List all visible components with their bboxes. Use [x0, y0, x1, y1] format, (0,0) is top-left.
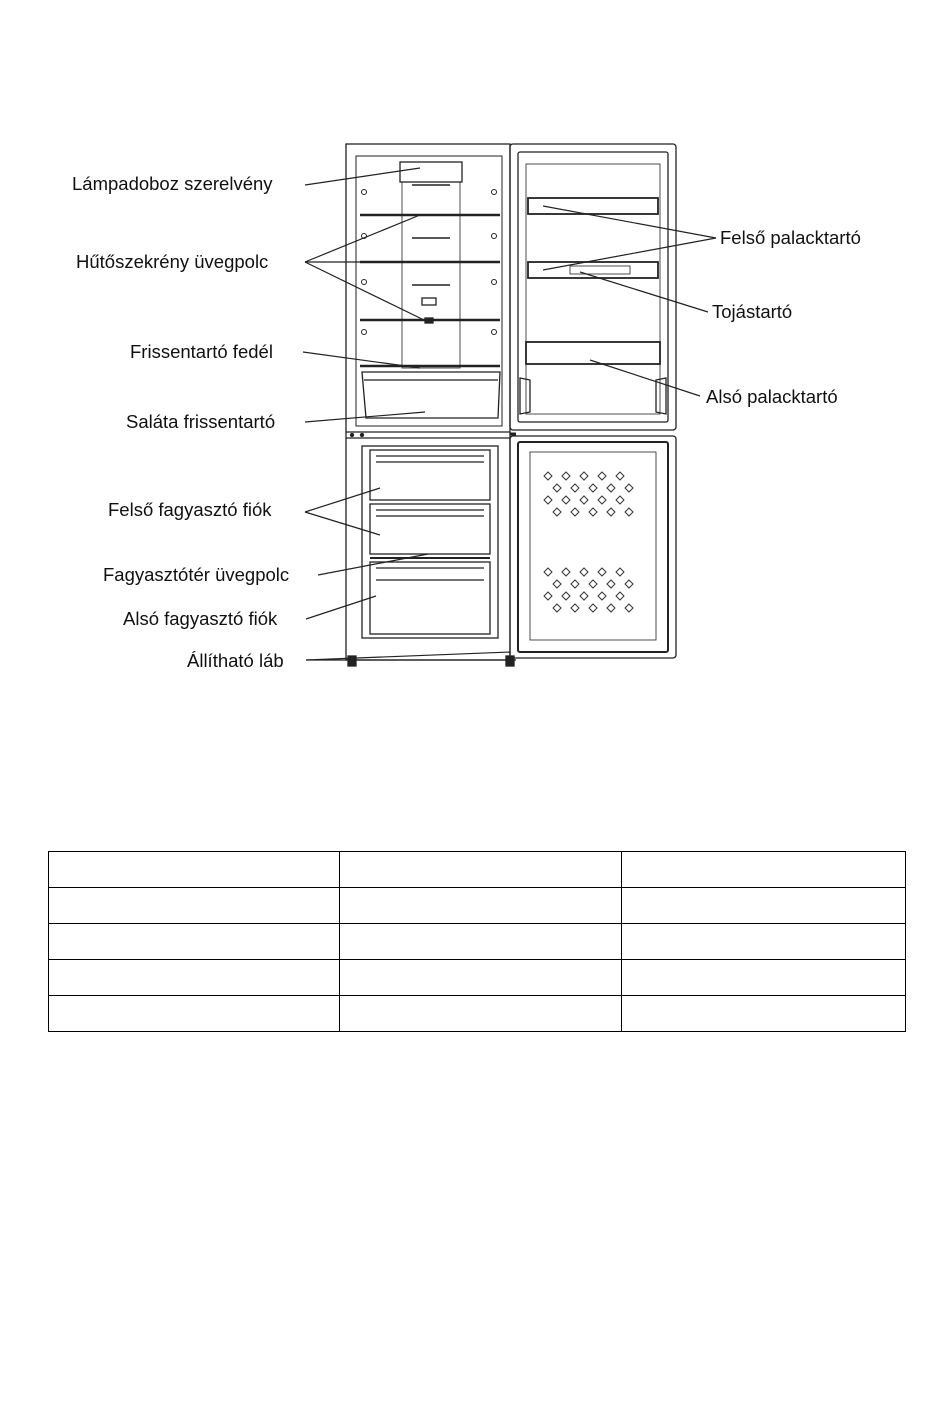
diamond-mark: [580, 568, 588, 576]
table-cell: [49, 888, 340, 924]
diamond-mark: [589, 484, 597, 492]
table-cell: [340, 888, 622, 924]
table-row: [49, 888, 906, 924]
table-cell: [622, 852, 906, 888]
diamond-mark: [607, 508, 615, 516]
freezer-compartment: [362, 446, 498, 638]
diamond-mark: [580, 592, 588, 600]
diamond-mark: [553, 580, 561, 588]
diamond-mark: [625, 604, 633, 612]
table-row: [49, 960, 906, 996]
diamond-mark: [544, 568, 552, 576]
table-cell: [49, 996, 340, 1032]
diamond-mark: [625, 508, 633, 516]
table-row: [49, 852, 906, 888]
diamond-mark: [562, 592, 570, 600]
table-cell: [340, 996, 622, 1032]
freezer-door: [510, 436, 676, 658]
freezer-door-pattern: [544, 472, 633, 612]
table-cell: [340, 852, 622, 888]
table-cell: [49, 852, 340, 888]
label-freezer-glass-shelf: Fagyasztótér üvegpolc: [103, 564, 290, 585]
diamond-mark: [625, 484, 633, 492]
diamond-mark: [562, 496, 570, 504]
diamond-mark: [625, 580, 633, 588]
label-adjustable-foot: Állítható láb: [187, 650, 284, 671]
fridge-door: [510, 144, 676, 430]
table-cell: [49, 924, 340, 960]
diamond-mark: [571, 484, 579, 492]
diamond-mark: [616, 496, 624, 504]
label-upper-freezer-drawer: Felső fagyasztó fiók: [108, 499, 272, 520]
diamond-mark: [553, 484, 561, 492]
diamond-mark: [580, 496, 588, 504]
table-cell: [49, 960, 340, 996]
diamond-mark: [589, 580, 597, 588]
diamond-mark: [616, 592, 624, 600]
diamond-mark: [571, 604, 579, 612]
diamond-mark: [553, 508, 561, 516]
table-cell: [622, 960, 906, 996]
table-cell: [622, 924, 906, 960]
salad-crisper: [362, 372, 500, 418]
diamond-mark: [544, 496, 552, 504]
label-upper-bottle-holder: Felső palacktartó: [720, 227, 861, 248]
diamond-mark: [553, 604, 561, 612]
diamond-mark: [580, 472, 588, 480]
diamond-mark: [598, 568, 606, 576]
label-fridge-glass-shelf: Hűtőszekrény üvegpolc: [76, 251, 269, 272]
label-lower-bottle-holder: Alsó palacktartó: [706, 386, 838, 407]
diamond-mark: [607, 580, 615, 588]
label-egg-holder: Tojástartó: [712, 301, 793, 322]
table-cell: [340, 960, 622, 996]
diamond-mark: [589, 604, 597, 612]
diamond-mark: [616, 568, 624, 576]
diamond-mark: [598, 592, 606, 600]
diamond-mark: [562, 472, 570, 480]
diamond-mark: [571, 508, 579, 516]
diamond-mark: [562, 568, 570, 576]
diamond-mark: [598, 472, 606, 480]
label-lower-freezer-drawer: Alsó fagyasztó fiók: [123, 608, 278, 629]
freezer-drawers: [370, 450, 490, 634]
diamond-mark: [544, 592, 552, 600]
table-cell: [340, 924, 622, 960]
diamond-mark: [607, 484, 615, 492]
diamond-mark: [571, 580, 579, 588]
specification-table: [48, 851, 906, 1032]
label-salad-crisper: Saláta frissentartó: [126, 411, 276, 432]
table-cell: [622, 888, 906, 924]
fridge-compartment: [356, 156, 502, 426]
table-row: [49, 996, 906, 1032]
table-row: [49, 924, 906, 960]
diamond-mark: [607, 604, 615, 612]
diamond-mark: [616, 472, 624, 480]
diamond-mark: [544, 472, 552, 480]
table-cell: [622, 996, 906, 1032]
diamond-mark: [589, 508, 597, 516]
diamond-mark: [598, 496, 606, 504]
lamp-box: [400, 162, 462, 182]
label-lamp-box: Lámpadoboz szerelvény: [72, 173, 273, 194]
label-crisper-cover: Frissentartó fedél: [130, 341, 273, 362]
refrigerator-diagram: [0, 0, 950, 700]
